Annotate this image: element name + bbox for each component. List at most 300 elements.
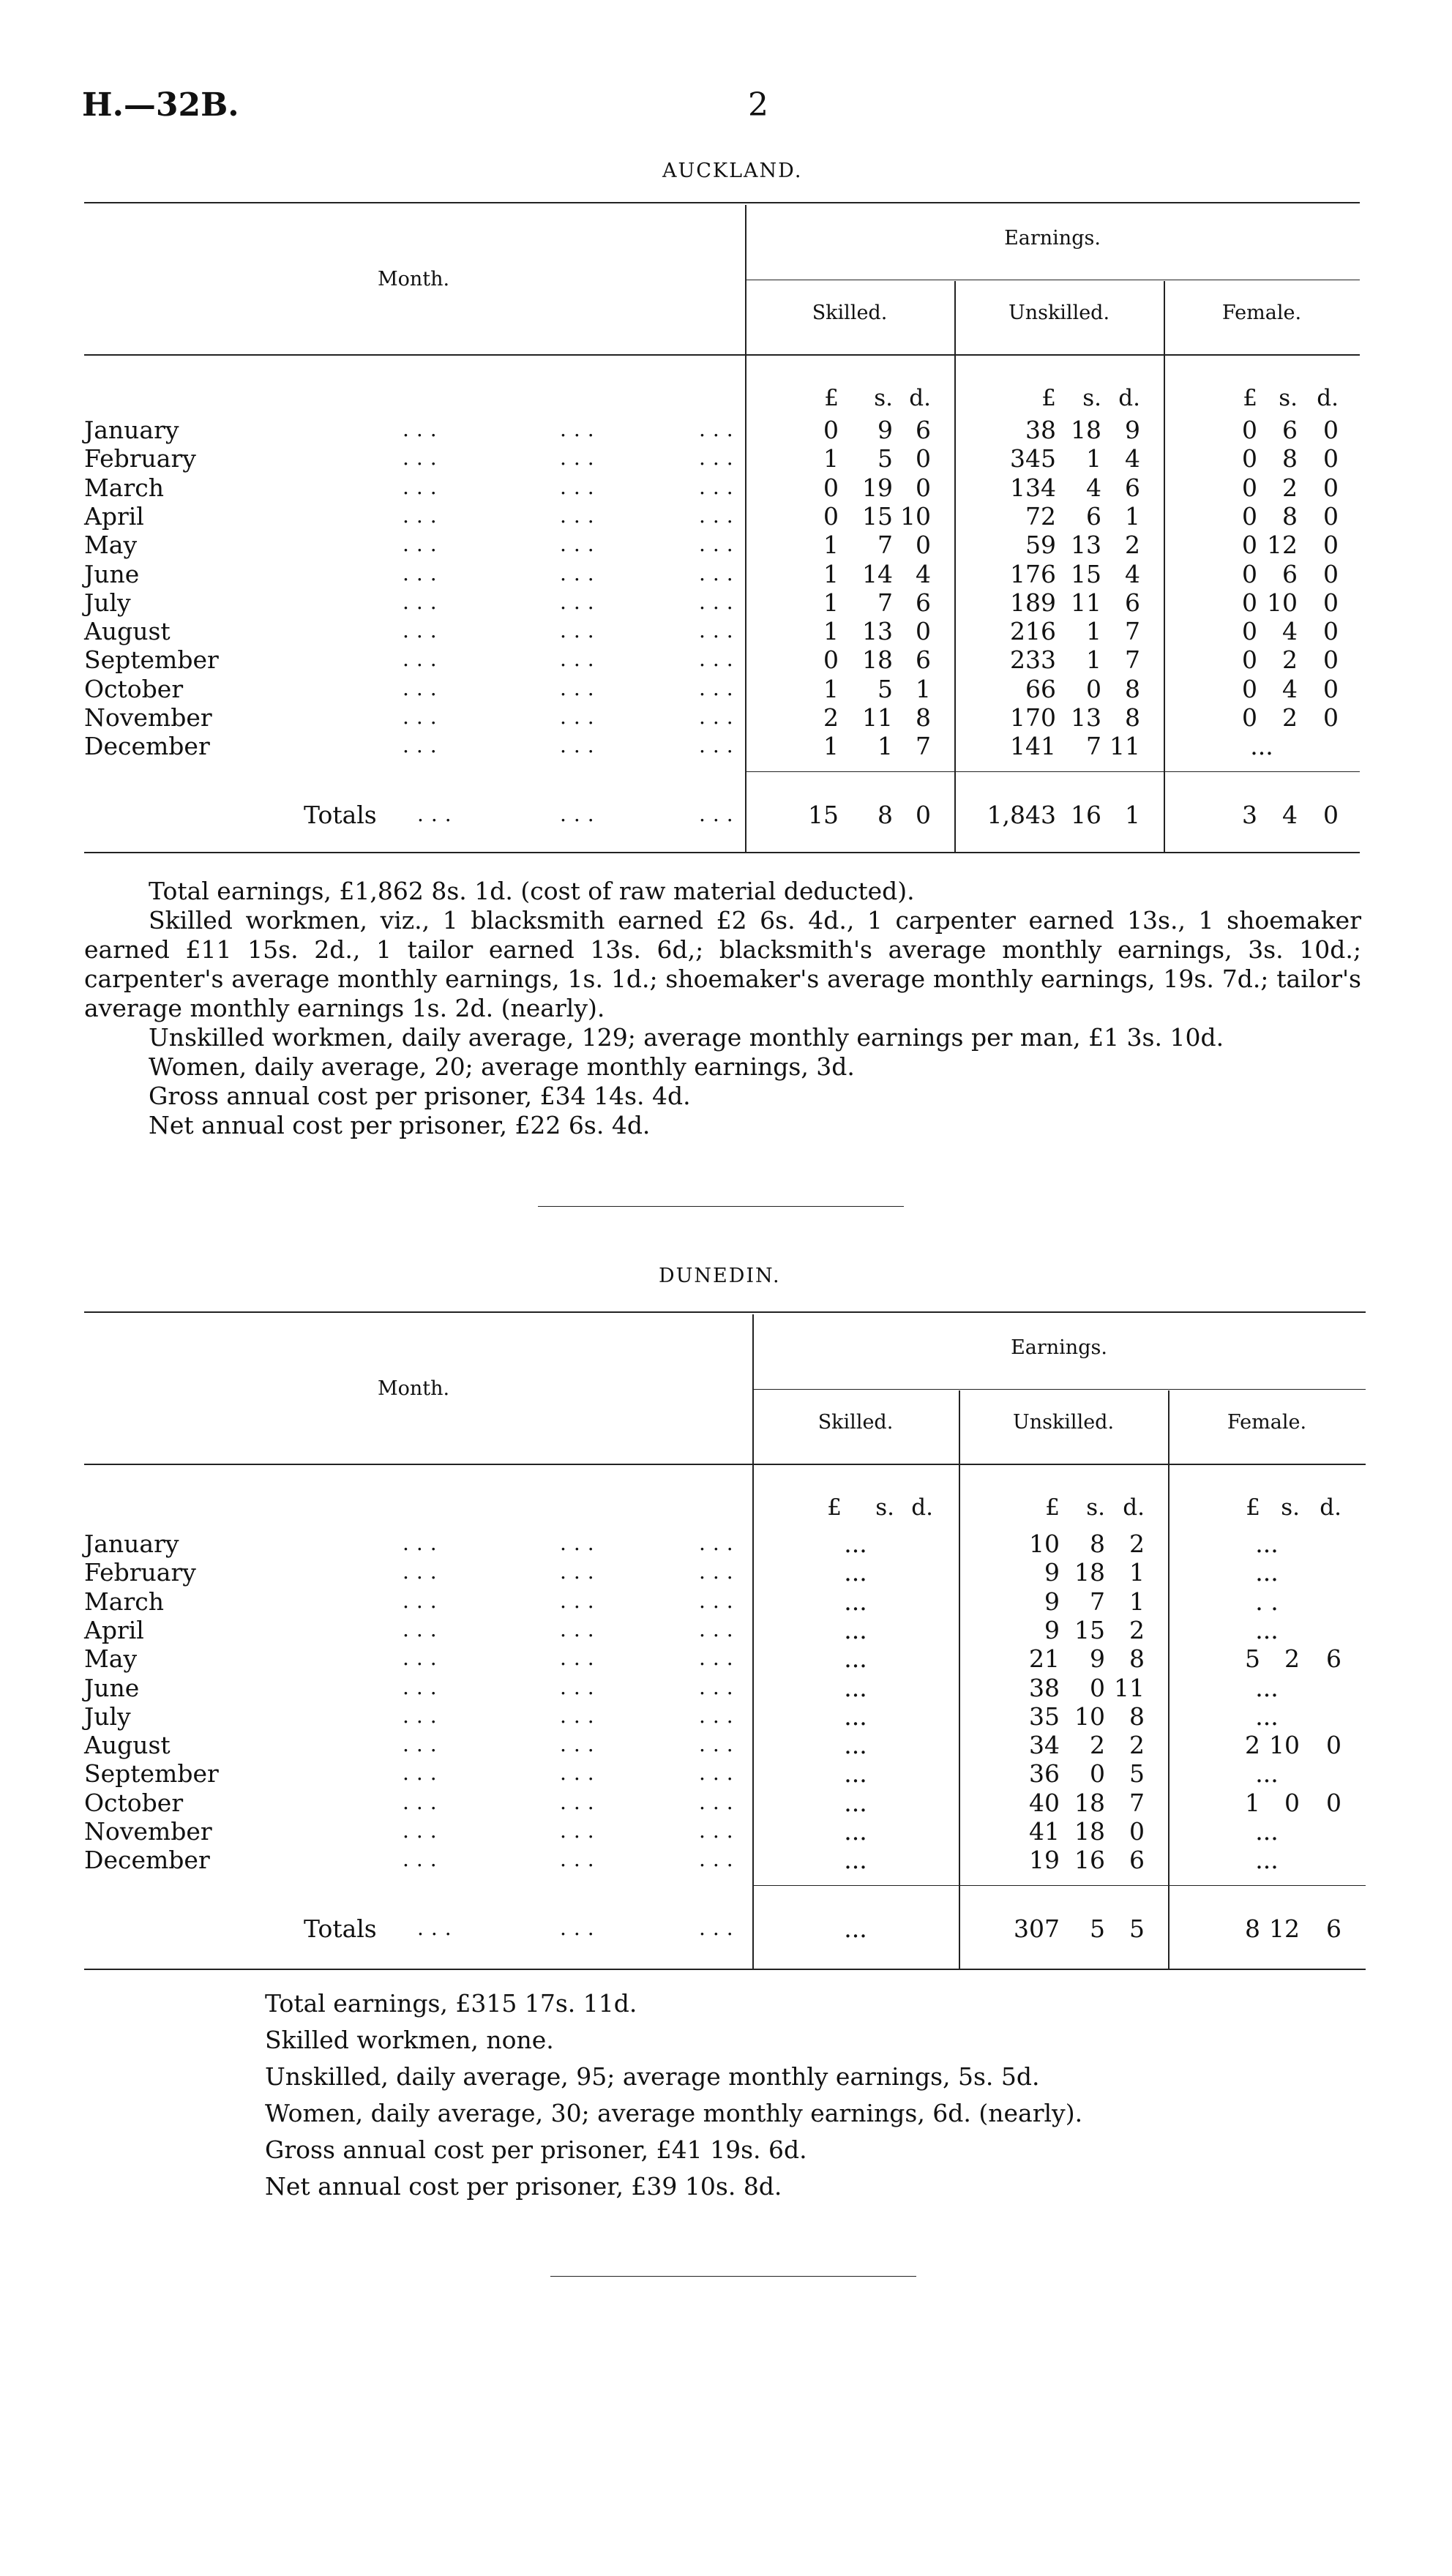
unskilled-pounds: 233: [1010, 645, 1056, 675]
female-pence: 0: [1326, 1731, 1341, 1760]
unskilled-pence: 6: [1125, 473, 1140, 502]
unskilled-pence: 7: [1129, 1788, 1145, 1817]
leader-dots: ...: [699, 1646, 741, 1671]
unit-pence: d.: [911, 1494, 933, 1521]
unskilled-pounds: 9: [1044, 1558, 1060, 1587]
unskilled-pounds: 21: [1029, 1644, 1060, 1674]
leader-dots: ...: [403, 1847, 444, 1872]
total-female-shillings: 12: [1269, 1914, 1300, 1943]
female-blank: . .: [1255, 1587, 1279, 1616]
unskilled-pounds: 345: [1010, 444, 1056, 473]
leader-dots: ...: [560, 503, 602, 528]
earnings-column-header: Earnings.: [1004, 227, 1101, 250]
header-bottom-rule: [84, 354, 1360, 356]
leader-dots: ...: [403, 1646, 444, 1671]
female-pounds: 0: [1242, 617, 1257, 646]
unskilled-shillings: 13: [1071, 703, 1101, 732]
unskilled-shillings: 18: [1074, 1817, 1105, 1846]
skilled-column-header: Skilled.: [812, 302, 888, 324]
skilled-shillings: 14: [862, 559, 893, 588]
female-pence: 0: [1323, 645, 1339, 675]
female-pounds: 0: [1242, 444, 1257, 473]
skilled-pence: 1: [916, 674, 931, 703]
leader-dots: ...: [403, 618, 444, 643]
month-name: March: [84, 1587, 164, 1616]
leader-dots: ...: [560, 1560, 602, 1584]
unskilled-pounds: 216: [1010, 617, 1056, 646]
female-pence: 0: [1323, 444, 1339, 473]
skilled-pence: 10: [900, 501, 931, 531]
leader-dots: ...: [403, 1617, 444, 1641]
unskilled-shillings: 18: [1074, 1558, 1105, 1587]
unskilled-pounds: 40: [1029, 1788, 1060, 1817]
leader-dots: ...: [560, 1617, 602, 1641]
total-skilled-pounds: 15: [808, 801, 839, 829]
unit-shillings: s.: [1082, 385, 1101, 411]
unit-pound: £: [824, 385, 839, 411]
earnings-underline: [752, 1389, 1366, 1390]
female-shillings: 8: [1282, 501, 1298, 531]
month-name: June: [84, 559, 140, 588]
skilled-pounds: 1: [823, 444, 839, 473]
skilled-blank: ...: [844, 1759, 867, 1789]
note-line: Skilled workmen, viz., 1 blacksmith earned £2 6s. 4d., 1 carpenter earned 13s., 1 shoemaker earned £11 15s. 2d., 1 tailor earned 13s. 6d,; blacksmith's average monthly earnings, 3s. 10d.; carpenter's average monthly earnings, 1s. 1d.; shoemaker's average monthly earnings, 19s. 7d.; tailor's average monthly earnings 1s. 2d. (nearly).: [84, 906, 1361, 1022]
month-column-header: Month.: [377, 1377, 450, 1400]
note-line: Gross annual cost per prisoner, £41 19s. 6d.: [265, 2135, 807, 2164]
month-name: March: [84, 473, 164, 502]
female-pounds: 2: [1245, 1731, 1260, 1760]
female-pounds: 0: [1242, 501, 1257, 531]
skilled-pence: 4: [916, 559, 931, 588]
unskilled-pence: 9: [1125, 416, 1140, 444]
female-pence: 0: [1323, 703, 1339, 732]
table-top-rule: [84, 202, 1360, 203]
leader-dots: ...: [560, 589, 602, 614]
unskilled-pounds: 9: [1044, 1587, 1060, 1616]
unskilled-shillings: 4: [1086, 473, 1101, 502]
leader-dots: ...: [699, 561, 741, 585]
leader-dots: ...: [560, 532, 602, 557]
skilled-shillings: 5: [877, 444, 893, 473]
skilled-blank: ...: [844, 1587, 867, 1616]
leader-dots: ...: [403, 1732, 444, 1757]
month-name: July: [84, 588, 131, 617]
unit-pence: d.: [1320, 1494, 1341, 1521]
skilled-pounds: 0: [823, 473, 839, 502]
leader-dots: ...: [403, 1560, 444, 1584]
female-shillings: 2: [1282, 645, 1298, 675]
skilled-pence: 0: [916, 531, 931, 560]
leader-dots: ...: [699, 417, 741, 441]
leader-dots: ...: [403, 705, 444, 729]
unit-pence: d.: [909, 385, 931, 411]
unskilled-pence: 8: [1129, 1644, 1145, 1674]
totals-top-rule: [745, 771, 1360, 772]
leader-dots: ...: [560, 647, 602, 672]
leader-dots: ...: [699, 675, 741, 700]
unskilled-pence: 1: [1129, 1587, 1145, 1616]
leader-dots: ...: [403, 647, 444, 672]
female-pence: 0: [1323, 617, 1339, 646]
leader-dots: ...: [403, 733, 444, 758]
month-name: July: [84, 1701, 131, 1731]
female-shillings: 6: [1282, 559, 1298, 588]
note-line: Women, daily average, 30; average monthly earnings, 6d. (nearly).: [265, 2099, 1083, 2127]
unskilled-pounds: 19: [1029, 1846, 1060, 1875]
leader-dots: ...: [699, 618, 741, 643]
skilled-pence: 6: [916, 645, 931, 675]
unskilled-pence: 0: [1129, 1817, 1145, 1846]
leader-dots: ...: [560, 1531, 602, 1555]
skilled-pence: 7: [916, 732, 931, 761]
section-end-rule: [538, 1206, 904, 1207]
month-name: December: [84, 732, 210, 761]
female-pounds: 0: [1242, 674, 1257, 703]
document-reference: H.—32B.: [82, 86, 239, 124]
skilled-shillings: 9: [877, 416, 893, 444]
column-divider-unskilled: [1168, 1390, 1170, 1969]
leader-dots: ...: [560, 1732, 602, 1757]
skilled-blank: ...: [844, 1530, 867, 1558]
leader-dots: ...: [560, 1789, 602, 1814]
month-name: August: [84, 617, 171, 646]
female-pence: 0: [1323, 559, 1339, 588]
unskilled-pounds: 189: [1010, 588, 1056, 617]
female-blank: ...: [1255, 1615, 1279, 1644]
female-pounds: 1: [1245, 1788, 1260, 1817]
header-bottom-rule: [84, 1464, 1366, 1465]
unskilled-shillings: 18: [1074, 1788, 1105, 1817]
unskilled-shillings: 0: [1086, 674, 1101, 703]
skilled-pence: 0: [916, 473, 931, 502]
female-pounds: 0: [1242, 645, 1257, 675]
unskilled-pence: 6: [1125, 588, 1140, 617]
total-female-pence: 0: [1323, 801, 1339, 829]
unit-pound: £: [1243, 385, 1257, 411]
unskilled-shillings: 1: [1086, 617, 1101, 646]
note-line: Unskilled workmen, daily average, 129; average monthly earnings per man, £1 3s. 10d.: [149, 1023, 1224, 1052]
leader-dots: ...: [403, 532, 444, 557]
leader-dots: ...: [560, 474, 602, 499]
leader-dots: ...: [417, 802, 459, 826]
skilled-pence: 6: [916, 588, 931, 617]
unit-shillings: s.: [874, 385, 893, 411]
female-shillings: 10: [1267, 588, 1298, 617]
unskilled-pence: 2: [1125, 531, 1140, 560]
unit-pence: d.: [1123, 1494, 1145, 1521]
page-number: 2: [748, 86, 768, 124]
unskilled-pounds: 10: [1029, 1530, 1060, 1558]
totals-top-rule: [752, 1885, 1366, 1886]
unskilled-shillings: 16: [1074, 1846, 1105, 1875]
unskilled-pence: 5: [1129, 1759, 1145, 1789]
unskilled-shillings: 18: [1071, 416, 1101, 444]
skilled-blank: ...: [844, 1846, 867, 1875]
skilled-pounds: 1: [823, 588, 839, 617]
female-pounds: 0: [1242, 473, 1257, 502]
column-divider-skilled: [959, 1390, 960, 1969]
skilled-shillings: 15: [862, 501, 893, 531]
total-unskilled-pence: 5: [1129, 1914, 1145, 1943]
leader-dots: ...: [560, 1916, 602, 1940]
unit-shillings: s.: [1279, 385, 1298, 411]
month-name: February: [84, 444, 196, 473]
unit-shillings: s.: [1086, 1494, 1105, 1521]
note-line: Women, daily average, 20; average monthly earnings, 3d.: [149, 1052, 855, 1081]
female-blank: ...: [1255, 1846, 1279, 1875]
skilled-pounds: 1: [823, 559, 839, 588]
skilled-pence: 6: [916, 416, 931, 444]
female-blank: ...: [1255, 1817, 1279, 1846]
month-name: December: [84, 1846, 210, 1875]
leader-dots: ...: [699, 647, 741, 672]
female-column-header: Female.: [1221, 302, 1302, 324]
female-blank: ...: [1255, 1558, 1279, 1587]
leader-dots: ...: [403, 675, 444, 700]
female-pence: 0: [1323, 473, 1339, 502]
leader-dots: ...: [699, 1588, 741, 1613]
female-blank: ...: [1255, 1673, 1279, 1702]
column-divider-skilled: [954, 281, 956, 852]
leader-dots: ...: [403, 589, 444, 614]
leader-dots: ...: [699, 1732, 741, 1757]
leader-dots: ...: [560, 1703, 602, 1728]
skilled-blank: ...: [844, 1788, 867, 1817]
totals-label: Totals: [304, 801, 377, 829]
unskilled-shillings: 9: [1090, 1644, 1105, 1674]
skilled-shillings: 7: [877, 588, 893, 617]
unit-pound: £: [1045, 1494, 1060, 1521]
female-shillings: 10: [1269, 1731, 1300, 1760]
female-blank: ...: [1255, 1759, 1279, 1789]
total-unskilled-pounds: 1,843: [987, 801, 1056, 829]
female-pounds: 0: [1242, 588, 1257, 617]
leader-dots: ...: [403, 503, 444, 528]
female-pounds: 0: [1242, 416, 1257, 444]
unskilled-shillings: 1: [1086, 645, 1101, 675]
unskilled-pence: 8: [1129, 1701, 1145, 1731]
female-pence: 0: [1323, 416, 1339, 444]
unit-pence: d.: [1317, 385, 1339, 411]
unskilled-pounds: 72: [1025, 501, 1056, 531]
unskilled-column-header: Unskilled.: [1008, 302, 1110, 324]
skilled-pounds: 1: [823, 732, 839, 761]
leader-dots: ...: [699, 1531, 741, 1555]
unskilled-pence: 2: [1129, 1530, 1145, 1558]
leader-dots: ...: [560, 1761, 602, 1786]
unskilled-pence: 11: [1114, 1673, 1145, 1702]
unskilled-pence: 8: [1125, 674, 1140, 703]
leader-dots: ...: [699, 474, 741, 499]
note-line: Net annual cost per prisoner, £39 10s. 8d.: [265, 2172, 782, 2201]
unskilled-pounds: 134: [1010, 473, 1056, 502]
month-name: January: [84, 1530, 179, 1558]
skilled-blank: ...: [844, 1731, 867, 1760]
totals-label: Totals: [304, 1914, 377, 1943]
skilled-shillings: 7: [877, 531, 893, 560]
unskilled-shillings: 0: [1090, 1759, 1105, 1789]
total-female-shillings: 4: [1282, 801, 1298, 829]
unskilled-pounds: 36: [1029, 1759, 1060, 1789]
skilled-pounds: 1: [823, 674, 839, 703]
unskilled-pence: 6: [1129, 1846, 1145, 1875]
female-blank: ...: [1250, 732, 1273, 761]
leader-dots: ...: [403, 1703, 444, 1728]
female-pounds: 0: [1242, 531, 1257, 560]
leader-dots: ...: [403, 1819, 444, 1843]
skilled-shillings: 11: [862, 703, 893, 732]
total-female-pounds: 3: [1242, 801, 1257, 829]
unskilled-shillings: 13: [1071, 531, 1101, 560]
leader-dots: ...: [560, 802, 602, 826]
note-line: Total earnings, £315 17s. 11d.: [265, 1989, 637, 2018]
female-pence: 0: [1323, 531, 1339, 560]
month-name: May: [84, 531, 138, 560]
unskilled-shillings: 0: [1090, 1673, 1105, 1702]
month-name: February: [84, 1558, 196, 1587]
month-name: August: [84, 1731, 171, 1760]
leader-dots: ...: [560, 446, 602, 471]
skilled-blank: ...: [844, 1817, 867, 1846]
leader-dots: ...: [699, 802, 741, 826]
leader-dots: ...: [699, 1674, 741, 1699]
total-unskilled-shillings: 16: [1071, 801, 1101, 829]
leader-dots: ...: [560, 618, 602, 643]
month-name: October: [84, 1788, 184, 1817]
earnings-column-header: Earnings.: [1011, 1336, 1107, 1359]
leader-dots: ...: [403, 446, 444, 471]
leader-dots: ...: [403, 417, 444, 441]
female-pence: 0: [1323, 588, 1339, 617]
unskilled-column-header: Unskilled.: [1012, 1411, 1115, 1434]
female-shillings: 2: [1284, 1644, 1300, 1674]
unit-pound: £: [1041, 385, 1056, 411]
leader-dots: ...: [699, 446, 741, 471]
unskilled-pence: 1: [1125, 501, 1140, 531]
leader-dots: ...: [699, 1560, 741, 1584]
column-divider-unskilled: [1164, 281, 1165, 852]
unskilled-pounds: 35: [1029, 1701, 1060, 1731]
unskilled-shillings: 6: [1086, 501, 1101, 531]
table-bottom-rule: [84, 852, 1360, 853]
unskilled-pence: 1: [1129, 1558, 1145, 1587]
skilled-pounds: 0: [823, 501, 839, 531]
unit-pence: d.: [1118, 385, 1140, 411]
note-line: Skilled workmen, none.: [265, 2026, 554, 2054]
unskilled-pounds: 34: [1029, 1731, 1060, 1760]
note-line: Net annual cost per prisoner, £22 6s. 4d.: [149, 1111, 651, 1139]
skilled-shillings: 18: [862, 645, 893, 675]
unit-pound: £: [827, 1494, 842, 1521]
unskilled-pounds: 141: [1010, 732, 1056, 761]
female-pence: 0: [1326, 1788, 1341, 1817]
skilled-pounds: 2: [823, 703, 839, 732]
total-skilled-blank: ...: [844, 1914, 867, 1943]
leader-dots: ...: [417, 1916, 459, 1940]
female-shillings: 0: [1284, 1788, 1300, 1817]
unskilled-pence: 7: [1125, 617, 1140, 646]
total-unskilled-pounds: 307: [1014, 1914, 1060, 1943]
leader-dots: ...: [699, 1819, 741, 1843]
female-pounds: 0: [1242, 559, 1257, 588]
unskilled-shillings: 11: [1071, 588, 1101, 617]
female-pounds: 0: [1242, 703, 1257, 732]
leader-dots: ...: [699, 1847, 741, 1872]
unskilled-pence: 2: [1129, 1731, 1145, 1760]
unskilled-pounds: 38: [1025, 416, 1056, 444]
leader-dots: ...: [699, 733, 741, 758]
female-pounds: 5: [1245, 1644, 1260, 1674]
note-line: Total earnings, £1,862 8s. 1d. (cost of raw material deducted).: [149, 877, 915, 905]
month-name: January: [84, 416, 179, 444]
female-shillings: 12: [1267, 531, 1298, 560]
unskilled-pence: 7: [1125, 645, 1140, 675]
female-shillings: 2: [1282, 473, 1298, 502]
leader-dots: ...: [403, 474, 444, 499]
skilled-blank: ...: [844, 1644, 867, 1674]
female-shillings: 4: [1282, 617, 1298, 646]
leader-dots: ...: [560, 675, 602, 700]
female-shillings: 2: [1282, 703, 1298, 732]
female-pence: 6: [1326, 1644, 1341, 1674]
unskilled-pounds: 41: [1029, 1817, 1060, 1846]
month-column-header: Month.: [377, 268, 450, 291]
leader-dots: ...: [560, 733, 602, 758]
leader-dots: ...: [560, 1847, 602, 1872]
leader-dots: ...: [699, 589, 741, 614]
unskilled-shillings: 2: [1090, 1731, 1105, 1760]
table-bottom-rule: [84, 1969, 1366, 1970]
skilled-shillings: 5: [877, 674, 893, 703]
leader-dots: ...: [403, 561, 444, 585]
leader-dots: ...: [560, 1646, 602, 1671]
month-name: June: [84, 1673, 140, 1702]
leader-dots: ...: [560, 1819, 602, 1843]
month-name: May: [84, 1644, 138, 1674]
female-pence: 0: [1323, 501, 1339, 531]
leader-dots: ...: [560, 705, 602, 729]
unit-pound: £: [1246, 1494, 1260, 1521]
dunedin-title: DUNEDIN.: [659, 1265, 781, 1287]
month-name: September: [84, 1759, 219, 1789]
unskilled-pounds: 38: [1029, 1673, 1060, 1702]
month-name: October: [84, 674, 184, 703]
female-blank: ...: [1255, 1701, 1279, 1731]
female-shillings: 8: [1282, 444, 1298, 473]
skilled-pence: 8: [916, 703, 931, 732]
total-unskilled-shillings: 5: [1090, 1914, 1105, 1943]
note-line: Unskilled, daily average, 95; average monthly earnings, 5s. 5d.: [265, 2062, 1040, 2091]
skilled-pence: 0: [916, 444, 931, 473]
total-female-pence: 6: [1326, 1914, 1341, 1943]
leader-dots: ...: [403, 1674, 444, 1699]
skilled-shillings: 1: [877, 732, 893, 761]
table-top-rule: [84, 1311, 1366, 1313]
unskilled-shillings: 10: [1074, 1701, 1105, 1731]
leader-dots: ...: [560, 417, 602, 441]
unskilled-shillings: 15: [1074, 1615, 1105, 1644]
leader-dots: ...: [560, 561, 602, 585]
note-line: Gross annual cost per prisoner, £34 14s. 4d.: [149, 1082, 691, 1110]
skilled-pounds: 0: [823, 645, 839, 675]
skilled-pounds: 1: [823, 531, 839, 560]
leader-dots: ...: [699, 1916, 741, 1940]
leader-dots: ...: [699, 1703, 741, 1728]
month-name: April: [84, 1615, 144, 1644]
female-shillings: 6: [1282, 416, 1298, 444]
leader-dots: ...: [403, 1789, 444, 1814]
female-column-header: Female.: [1227, 1411, 1307, 1434]
